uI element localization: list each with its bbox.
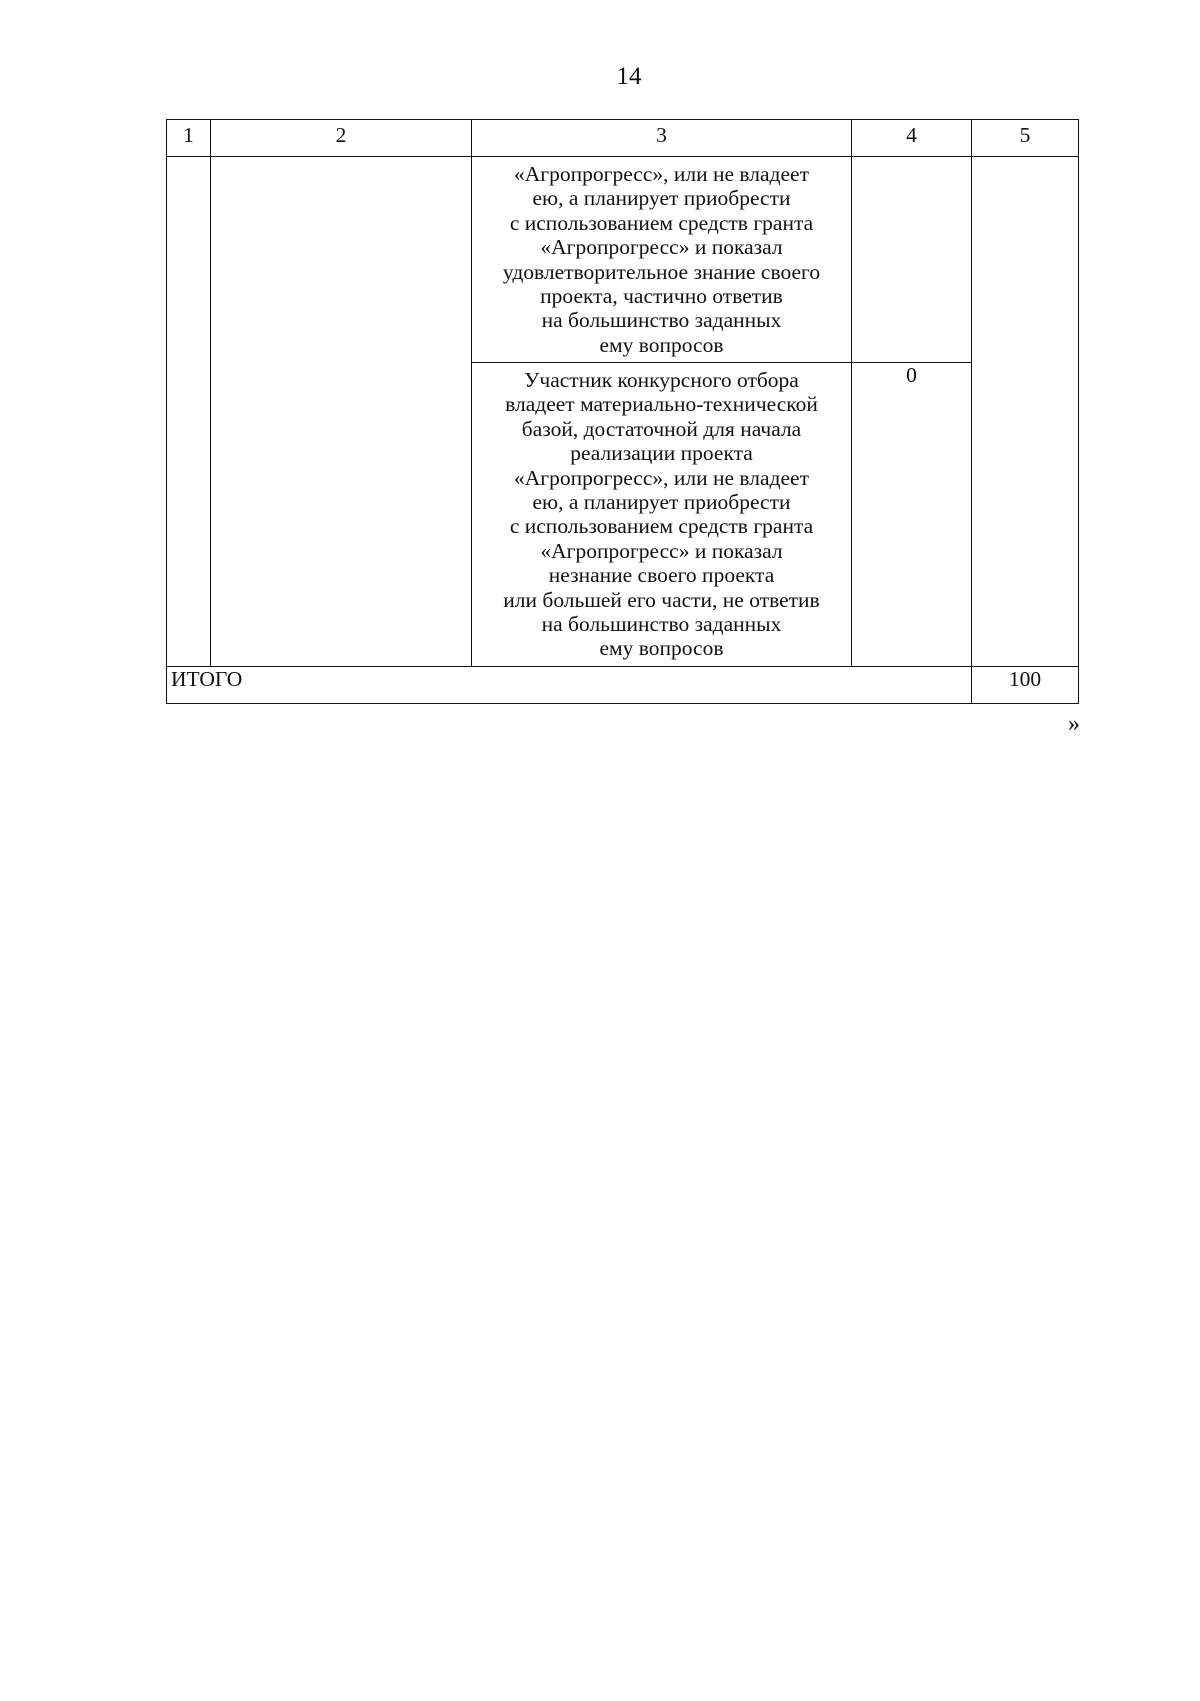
col1-cell [167,157,211,667]
total-row [167,667,1079,704]
criterion-description: Участник конкурсного отбора владеет материально-технической базой, достаточной для начала реализации проекта «Агропрогресс», или не владеет ею, а планирует приобрести с использованием средств гранта «Агропрогресс» и показал незнание своего проекта или большей его части, не ответив на большинство заданных ему вопросов [472,363,852,667]
page-number: 14 [616,63,642,90]
col2-cell [211,157,472,667]
table-header-row [167,120,1079,157]
header-cell-4: 4 [852,120,972,157]
closing-quote: » [1068,711,1080,737]
criteria-table [166,119,1079,704]
criterion-score: 0 [852,363,972,667]
total-value: 100 [972,667,1079,704]
criterion-description: «Агропрогресс», или не владеет ею, а планирует приобрести с использованием средств гранта «Агропрогресс» и показал удовлетворительное знание своего проекта, частично ответив на большинство заданных ему вопросов [472,157,852,363]
header-cell-1: 1 [167,120,211,157]
header-cell-5: 5 [972,120,1079,157]
col5-cell [972,157,1079,667]
total-label: ИТОГО [167,667,972,704]
header-cell-2: 2 [211,120,472,157]
table-row [167,157,1079,363]
criterion-score [852,157,972,363]
header-cell-3: 3 [472,120,852,157]
